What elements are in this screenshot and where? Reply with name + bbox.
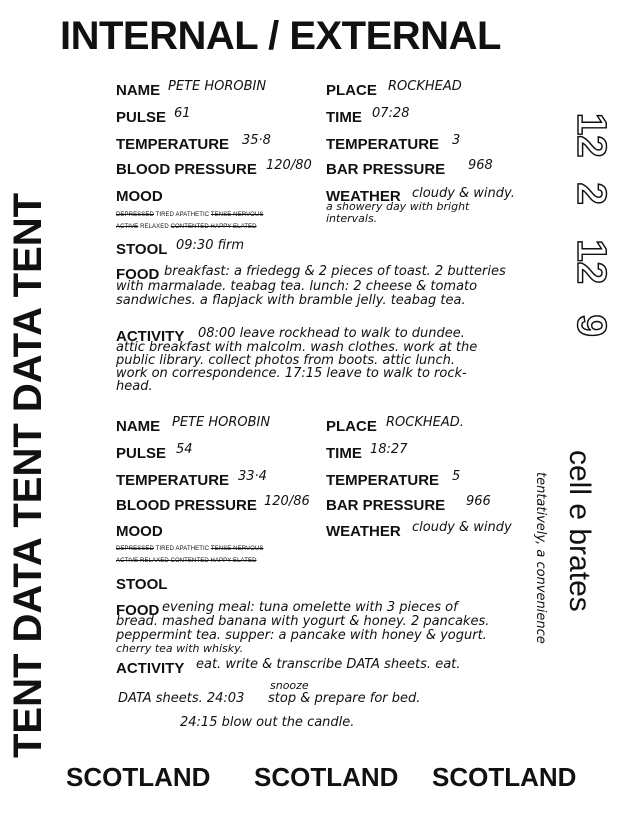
value-activity-2c: stop & prepare for bed. <box>268 691 421 706</box>
footer-scotland-2: SCOTLAND <box>254 762 399 792</box>
value-stool-1: 09:30 firm <box>176 238 245 253</box>
value-temperature-ext-2: 5 <box>452 469 461 484</box>
digit-2: 2 <box>569 182 616 205</box>
label-blood-pressure-1: BLOOD PRESSURE <box>116 161 257 178</box>
label-temperature-1: TEMPERATURE <box>116 136 230 153</box>
value-activity-1b: attic breakfast with malcolm. wash clothes. work at the <box>116 340 478 355</box>
footer-scotland-1: SCOTLAND <box>66 762 211 792</box>
label-temperature-ext-2: TEMPERATURE <box>326 472 440 489</box>
value-pulse-2: 54 <box>176 442 193 457</box>
label-pulse-1: PULSE <box>116 109 167 126</box>
value-activity-1e: head. <box>116 379 153 394</box>
side-right-handwritten: tentatively, a convenience <box>533 472 548 644</box>
page-title: INTERNAL / EXTERNAL <box>60 14 501 58</box>
label-stool-2: STOOL <box>116 576 168 593</box>
label-temperature-2: TEMPERATURE <box>116 472 230 489</box>
value-food-2b: bread. mashed banana with yogurt & honey. 2 pancakes. <box>116 614 490 629</box>
label-activity-1: ACTIVITY <box>116 328 185 345</box>
side-right-printed: cell e brates <box>563 450 596 612</box>
label-weather-2: WEATHER <box>326 523 401 540</box>
digit-1: 12 <box>569 112 616 158</box>
snooze-note: snooze <box>270 679 309 692</box>
value-pulse-1: 61 <box>174 106 191 121</box>
digit-4: 9 <box>569 314 616 337</box>
label-time-1: TIME <box>326 109 362 126</box>
value-place-2: ROCKHEAD. <box>386 415 464 430</box>
value-time-2: 18:27 <box>370 442 408 457</box>
value-activity-2b: DATA sheets. 24:03 <box>118 691 245 706</box>
value-temperature-1: 35·8 <box>242 133 271 148</box>
value-food-1a: breakfast: a friedegg & 2 pieces of toast. 2 butteries <box>164 264 506 279</box>
value-food-2a: evening meal: tuna omelette with 3 pieces of <box>162 600 458 615</box>
value-place-1: ROCKHEAD <box>388 79 462 94</box>
label-activity-2: ACTIVITY <box>116 660 185 677</box>
value-food-2d: cherry tea with whisky. <box>116 642 244 655</box>
mood-options-1a: DEPRESSED TIRED APATHETIC TENSE NERVOUS <box>116 212 264 218</box>
mood-options-2b: ACTIVE RELAXED CONTENTED HAPPY ELATED <box>116 558 257 564</box>
value-blood-pressure-2: 120/86 <box>264 494 310 509</box>
value-activity-1a: 08:00 leave rockhead to walk to dundee. <box>198 326 465 341</box>
label-food-1: FOOD <box>116 266 160 283</box>
value-weather-1b: a showery day with bright <box>326 200 470 213</box>
label-mood-1: MOOD <box>116 188 163 205</box>
value-food-1c: sandwiches. a flapjack with bramble jelly. teabag tea. <box>116 293 466 308</box>
label-temperature-ext-1: TEMPERATURE <box>326 136 440 153</box>
label-place-2: PLACE <box>326 418 377 435</box>
label-pulse-2: PULSE <box>116 445 167 462</box>
label-food-2: FOOD <box>116 602 160 619</box>
label-weather-1: WEATHER <box>326 188 401 205</box>
label-time-2: TIME <box>326 445 362 462</box>
label-bar-pressure-1: BAR PRESSURE <box>326 161 446 178</box>
value-weather-2: cloudy & windy <box>412 520 512 535</box>
value-bar-pressure-1: 968 <box>468 158 493 173</box>
value-activity-2a: eat. write & transcribe DATA sheets. eat. <box>196 657 461 672</box>
value-activity-1d: work on correspondence. 17:15 leave to walk to rock- <box>116 366 467 381</box>
value-temperature-2: 33·4 <box>238 469 267 484</box>
value-weather-1c: intervals. <box>326 212 378 225</box>
value-food-1b: with marmalade. teabag tea. lunch: 2 cheese & tomato <box>116 279 478 294</box>
label-stool-1: STOOL <box>116 241 168 258</box>
mood-options-1b: ACTIVE RELAXED CONTENTED HAPPY ELATED <box>116 224 257 230</box>
value-bar-pressure-2: 966 <box>466 494 491 509</box>
label-mood-2: MOOD <box>116 523 163 540</box>
digit-3: 12 <box>569 239 616 285</box>
footer-scotland-3: SCOTLAND <box>432 762 577 792</box>
label-bar-pressure-2: BAR PRESSURE <box>326 497 446 514</box>
value-time-1: 07:28 <box>372 106 410 121</box>
value-name-2: PETE HOROBIN <box>172 415 271 430</box>
value-food-2c: peppermint tea. supper: a pancake with honey & yogurt. <box>116 628 487 643</box>
value-name-1: PETE HOROBIN <box>168 79 267 94</box>
value-temperature-ext-1: 3 <box>452 133 461 148</box>
label-place-1: PLACE <box>326 82 377 99</box>
label-name-2: NAME <box>116 418 161 435</box>
outlined-digits <box>536 96 616 456</box>
side-title-vertical: TENT DATA TENT DATA TENT <box>6 192 50 758</box>
mood-options-2a: DEPRESSED TIRED APATHETIC TENSE NERVOUS <box>116 546 264 552</box>
label-name-1: NAME <box>116 82 161 99</box>
value-blood-pressure-1: 120/80 <box>266 158 312 173</box>
value-weather-1a: cloudy & windy. <box>412 186 515 201</box>
label-blood-pressure-2: BLOOD PRESSURE <box>116 497 257 514</box>
value-activity-1c: public library. collect photos from boots. attic lunch. <box>116 353 456 368</box>
value-activity-2d: 24:15 blow out the candle. <box>180 715 355 730</box>
